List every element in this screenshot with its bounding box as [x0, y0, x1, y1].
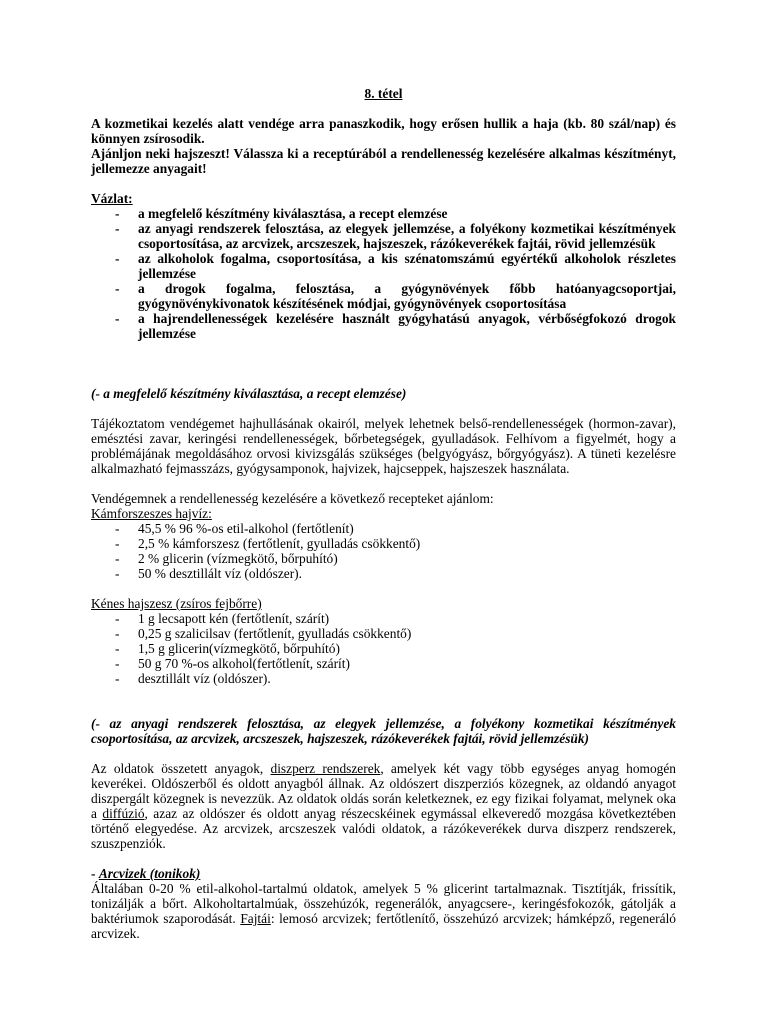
recipe1-name: Kámforszeszes hajvíz: — [91, 506, 212, 521]
recipe2-list — [91, 611, 676, 686]
outline-item: - az alkoholok fogalma, csoportosítása, a kis szénatomszámú egyértékű alkoholok részletes jellemzése — [115, 251, 676, 281]
page-title: 8. tétel — [364, 86, 403, 101]
recipe2-item: - desztillált víz (oldószer). — [115, 671, 271, 686]
recipe2-name: Kénes hajszesz (zsíros fejbőrre) — [91, 596, 262, 611]
outline-heading: Vázlat: — [91, 191, 133, 206]
recipe2-item: - 1 g lecsapott kén (fertőtlenít, szárít) — [115, 611, 330, 626]
outline-item: - az anyagi rendszerek felosztása, az elegyek jellemzése, a folyékony kozmetikai készítmények csoportosítása, az arcvizek, arcszeszek, hajszeszek, rázókeverékek fajtái, rövid jellemzésük — [115, 221, 676, 251]
section1-paragraph: Tájékoztatom vendégemet hajhullásának okairól, melyek lehetnek belső-rendellenességek (hormon-zavar), emésztési zavar, keringési rendellenességek, bőrbetegségek, gyulladások. Felhívom a figyelmét, hogy a problémájának megoldásához orvosi kivizsgálás szükséges (belgyógyász, bőrgyógyász). A tüneti kezelésre alkalmazható fejmasszázs, gyógysamponok, hajvizek, hajcseppek, hajszeszek használata. — [91, 416, 676, 476]
recipe1-item: - 45,5 % 96 %-os etil-alkohol (fertőtlenít) — [115, 521, 354, 536]
recipe1-item: - 2 % glicerin (vízmegkötő, bőrpuhító) — [115, 551, 338, 566]
task-line-2: Ajánljon neki hajszeszt! Válassza ki a receptúrából a rendellenesség kezelésére alkalmas készítményt, jellemezze anyagait! — [91, 146, 676, 176]
section2-heading: (- az anyagi rendszerek felosztása, az elegyek jellemzése, a folyékony kozmetikai készítmények csoportosítása, az arcvizek, arcszeszek, hajszeszek, rázókeverékek fajtái, rövid jellemzésük) — [91, 716, 676, 746]
outline-list — [91, 206, 676, 341]
term-types: Fajtái — [240, 911, 271, 926]
recipe2-item: - 0,25 g szalicilsav (fertőtlenít, gyulladás csökkentő) — [115, 626, 412, 641]
recipe1-item: - 2,5 % kámforszesz (fertőtlenít, gyulladás csökkentő) — [115, 536, 421, 551]
arcvizek-paragraph: Általában 0-20 % etil-alkohol-tartalmú oldatok, amelyek 5 % glicerint tartalmaznak. Tisztítják, frissítik, tonizálják a bőrt. Alkoholtartalmúak, összehúzók, regenerálók, anyagcsere-, keringésfokozók, gátolják a baktériumok szaporodását. Fajtái: lemosó arcvizek; fertőtlenítő, összehúzó arcvizek; hámképző, regeneráló arcvizek. — [91, 881, 676, 941]
recipes-intro: Vendégemnek a rendellenesség kezelésére a következő recepteket ajánlom: — [91, 491, 494, 506]
section1-heading: (- a megfelelő készítmény kiválasztása, a recept elemzése) — [91, 386, 407, 401]
recipe2-item: - 50 g 70 %-os alkohol(fertőtlenít, szárít) — [115, 656, 350, 671]
recipe2-item: - 1,5 g glicerin(vízmegkötő, bőrpuhító) — [115, 641, 340, 656]
outline-item: - a hajrendellenességek kezelésére használt gyógyhatású anyagok, vérbőségfokozó drogok jellemzése — [115, 311, 676, 341]
outline-item: - a drogok fogalma, felosztása, a gyógynövények főbb hatóanyagcsoportjai, gyógynövénykivonatok készítésének módjai, gyógynövények csoportosítása — [115, 281, 676, 311]
outline-item: - a megfelelő készítmény kiválasztása, a recept elemzése — [115, 206, 448, 221]
document-content — [91, 86, 676, 941]
recipe1-list — [91, 521, 676, 581]
section2-paragraph: Az oldatok összetett anyagok, diszperz rendszerek, amelyek két vagy több egységes anyag homogén keverékei. Oldószerből és oldott anyagból állnak. Az oldószert diszperziós közegnek, az oldandó anyagot diszpergált közegnek is nevezzük. Az oldatok oldás során keletkeznek, ez egy fizikai folyamat, melynek oka a diffúzió, azaz az oldószer és oldott anyag részecskéinek egymással elkeveredő mozgása következtében történő elegyedése. Az arcvizek, arcszeszek valódi oldatok, a rázókeverékek durva diszperz rendszerek, szuszpenziók. — [91, 761, 677, 851]
term-disperse-systems: diszperz rendszerek — [270, 761, 381, 776]
arcvizek-heading: - Arcvizek (tonikok) — [91, 866, 201, 881]
recipe1-item: - 50 % desztillált víz (oldószer). — [115, 566, 302, 581]
term-diffusion: diffúzió — [102, 806, 145, 821]
task-line-1: A kozmetikai kezelés alatt vendége arra panaszkodik, hogy erősen hullik a haja (kb. 80 szál/nap) és könnyen zsírosodik. — [91, 116, 676, 146]
